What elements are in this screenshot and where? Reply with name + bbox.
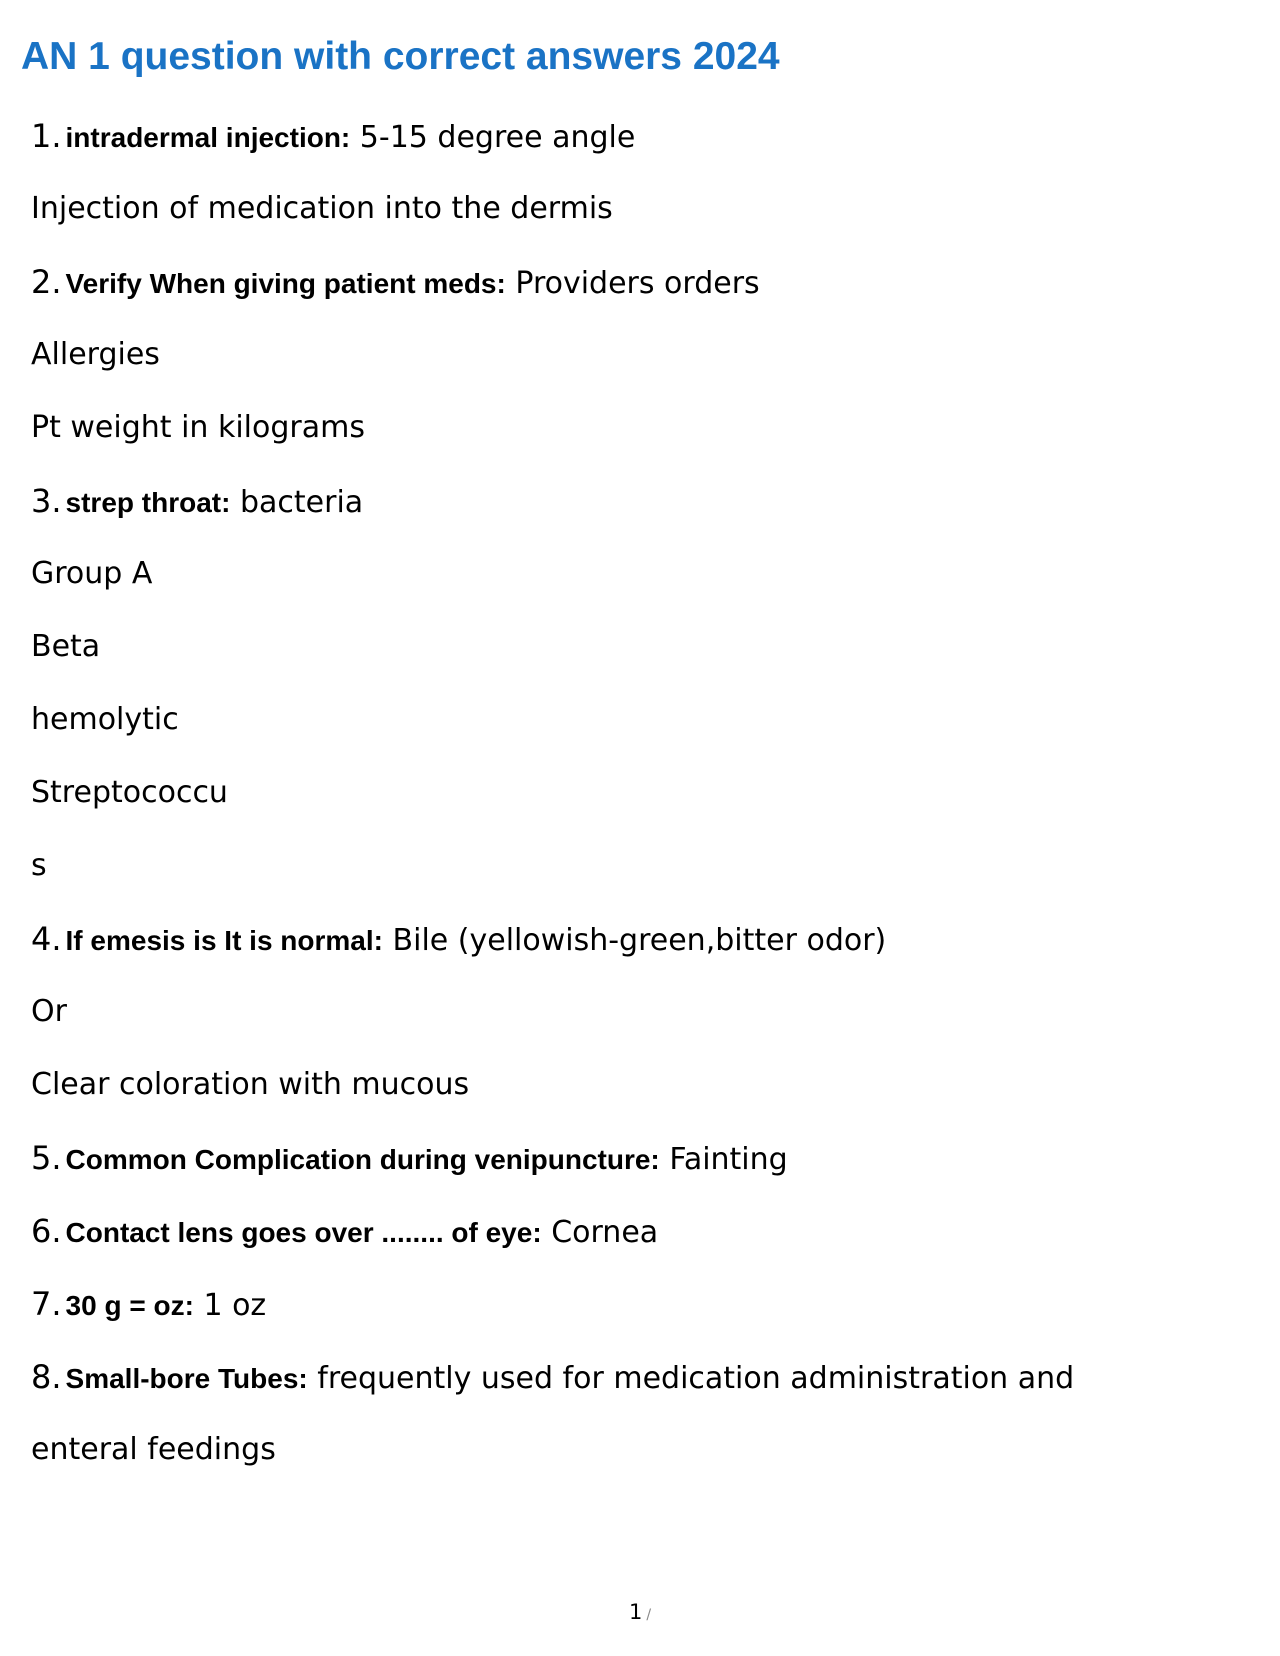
answer-line: enteral feedings xyxy=(31,1432,276,1467)
question-list xyxy=(31,118,1251,1505)
answer-line: Or xyxy=(31,994,67,1029)
question-term: Contact lens goes over ........ of eye: xyxy=(65,1217,542,1248)
question-heading xyxy=(31,483,1251,556)
question-heading xyxy=(31,921,1251,994)
question-number: 7. xyxy=(31,1285,62,1323)
question-number: 6. xyxy=(31,1212,62,1250)
question-term: strep throat: xyxy=(65,487,231,518)
question-item xyxy=(31,1213,1251,1286)
question-heading xyxy=(31,118,1251,191)
question-item xyxy=(31,921,1251,1140)
question-answer: Providers orders xyxy=(515,266,760,301)
question-heading xyxy=(31,1359,1251,1432)
question-item xyxy=(31,1286,1251,1359)
answer-line: Beta xyxy=(31,629,101,664)
question-number: 2. xyxy=(31,263,62,301)
answer-line: Allergies xyxy=(31,337,160,372)
question-item xyxy=(31,483,1251,921)
answer-line: hemolytic xyxy=(31,702,179,737)
question-heading xyxy=(31,264,1251,337)
question-number: 4. xyxy=(31,920,62,958)
question-number: 5. xyxy=(31,1139,62,1177)
question-term: 30 g = oz: xyxy=(65,1290,194,1321)
answer-line: s xyxy=(31,848,47,883)
question-term: intradermal injection: xyxy=(65,122,351,153)
question-item xyxy=(31,1359,1251,1505)
question-heading xyxy=(31,1213,1251,1286)
question-heading xyxy=(31,1286,1251,1359)
question-term: Verify When giving patient meds: xyxy=(65,268,506,299)
question-answer: frequently used for medication administration and xyxy=(317,1361,1075,1396)
page-footer xyxy=(0,1597,1280,1630)
question-term: If emesis is It is normal: xyxy=(65,925,383,956)
question-heading xyxy=(31,1140,1251,1213)
question-number: 1. xyxy=(31,117,62,155)
question-item xyxy=(31,118,1251,264)
document-title: AN 1 question with correct answers 2024 xyxy=(21,35,780,78)
question-number: 8. xyxy=(31,1358,62,1396)
question-answer: Cornea xyxy=(551,1215,659,1250)
question-answer: Bile (yellowish-green,bitter odor) xyxy=(392,923,887,958)
answer-line: Clear coloration with mucous xyxy=(31,1067,470,1102)
question-item xyxy=(31,264,1251,483)
answer-line: Injection of medication into the dermis xyxy=(31,191,613,226)
question-term: Common Complication during venipuncture: xyxy=(65,1144,660,1175)
page-number: 1 xyxy=(628,1600,643,1624)
question-term: Small-bore Tubes: xyxy=(65,1363,308,1394)
question-answer: 5-15 degree angle xyxy=(359,120,636,155)
page-separator: / xyxy=(646,1607,652,1623)
question-number: 3. xyxy=(31,482,62,520)
answer-line: Streptococcu xyxy=(31,775,228,810)
question-answer: Fainting xyxy=(669,1142,788,1177)
question-answer: bacteria xyxy=(239,485,364,520)
question-item xyxy=(31,1140,1251,1213)
answer-line: Group A xyxy=(31,556,153,591)
question-answer: 1 oz xyxy=(203,1288,267,1323)
answer-line: Pt weight in kilograms xyxy=(31,410,365,445)
